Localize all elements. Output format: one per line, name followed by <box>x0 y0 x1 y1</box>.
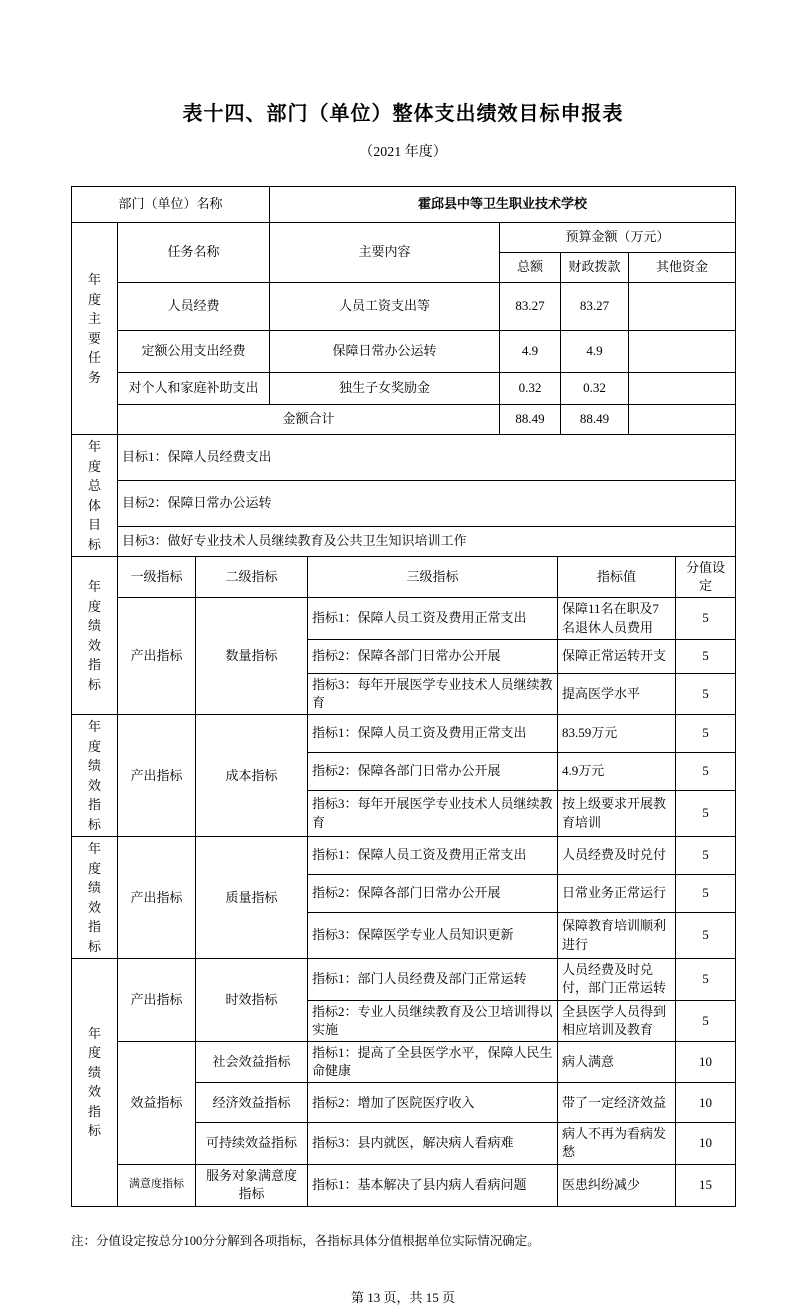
page-title: 表十四、部门（单位）整体支出绩效目标申报表 <box>182 103 624 125</box>
indicator-l3: 指标1：部门人员经费及部门正常运转 <box>308 959 558 1000</box>
indicator-l3: 指标2：保障各部门日常办公开展 <box>308 875 558 913</box>
indicator-l3: 指标2：保障各部门日常办公开展 <box>308 639 558 673</box>
indicator-l1: 效益指标 <box>118 1041 196 1164</box>
indicator-score: 5 <box>676 639 736 673</box>
indicator-l3: 指标3：每年开展医学专业技术人员继续教育 <box>308 673 558 714</box>
task-row <box>72 331 736 373</box>
indicator-l3: 指标1：保障人员工资及费用正常支出 <box>308 715 558 753</box>
indicator-score: 5 <box>676 1000 736 1041</box>
indicator-score: 15 <box>676 1164 736 1206</box>
footnote: 注：分值设定按总分100分分解到各项指标，各指标具体分值根据单位实际情况确定。 <box>71 1233 540 1248</box>
amount-total-total: 88.49 <box>500 405 561 435</box>
amount-total-label: 金额合计 <box>118 405 500 435</box>
indicator-l3: 指标1：提高了全县医学水平，保障人民生命健康 <box>308 1041 558 1082</box>
indicator-l3: 指标1：保障人员工资及费用正常支出 <box>308 837 558 875</box>
section-label-performance-text: 年度绩效指标 <box>87 579 101 692</box>
col-header-l2: 二级指标 <box>196 557 308 598</box>
goal-text: 目标3：做好专业技术人员继续教育及公共卫生知识培训工作 <box>118 527 736 557</box>
task-content: 保障日常办公运转 <box>270 331 500 373</box>
task-other <box>629 331 736 373</box>
page-subtitle: （2021 年度） <box>359 145 447 160</box>
section-label-performance-text: 年度绩效指标 <box>87 841 101 954</box>
indicator-value: 保障11名在职及7名退休人员费用 <box>558 598 676 639</box>
task-content: 人员工资支出等 <box>270 283 500 331</box>
col-header-total: 总额 <box>500 253 561 283</box>
indicator-l1: 产出指标 <box>118 598 196 715</box>
indicator-score: 5 <box>676 912 736 958</box>
section-label-tasks <box>72 223 118 435</box>
indicator-score: 5 <box>676 837 736 875</box>
indicator-score: 10 <box>676 1123 736 1164</box>
section-label-performance-text: 年度绩效指标 <box>87 1025 101 1139</box>
task-name: 定额公用支出经费 <box>118 331 270 373</box>
section-label-performance <box>72 837 118 959</box>
section-label-goals-text: 年度总体目标 <box>87 439 101 552</box>
indicator-l2: 数量指标 <box>196 598 308 715</box>
page-number: 第 13 页，共 15 页 <box>350 1289 455 1305</box>
indicator-l1: 产出指标 <box>118 837 196 959</box>
indicator-row <box>72 715 736 753</box>
indicator-score: 5 <box>676 673 736 714</box>
task-content: 独生子女奖励金 <box>270 373 500 405</box>
task-other <box>629 373 736 405</box>
indicator-value: 提高医学水平 <box>558 673 676 714</box>
indicator-l3: 指标3：每年开展医学专业技术人员继续教育 <box>308 790 558 836</box>
indicator-value: 人员经费及时兑付 <box>558 837 676 875</box>
col-header-task-name: 任务名称 <box>118 223 270 283</box>
indicator-value: 医患纠纷减少 <box>558 1164 676 1206</box>
indicator-l3: 指标1：基本解决了县内病人看病问题 <box>308 1164 558 1206</box>
indicator-value: 按上级要求开展教育培训 <box>558 790 676 836</box>
col-header-main-content: 主要内容 <box>270 223 500 283</box>
col-header-l1: 一级指标 <box>118 557 196 598</box>
indicator-l2: 社会效益指标 <box>196 1041 308 1082</box>
report-table-area <box>71 186 735 1207</box>
col-header-l3: 三级指标 <box>308 557 558 598</box>
col-header-value: 指标值 <box>558 557 676 598</box>
indicator-value: 带了一定经济效益 <box>558 1083 676 1123</box>
indicator-l2: 服务对象满意度指标 <box>196 1164 308 1206</box>
section-label-performance-text: 年度绩效指标 <box>87 719 101 832</box>
summary-table <box>71 186 736 557</box>
indicator-l2: 经济效益指标 <box>196 1083 308 1123</box>
task-fiscal: 83.27 <box>561 283 629 331</box>
section-label-performance <box>72 959 118 1207</box>
indicator-l3: 指标2：增加了医院医疗收入 <box>308 1083 558 1123</box>
indicator-header-row <box>72 557 736 598</box>
indicator-score: 5 <box>676 715 736 753</box>
amount-total-row <box>72 405 736 435</box>
indicator-l2: 质量指标 <box>196 837 308 959</box>
goal-row <box>72 435 736 481</box>
indicator-l1: 产出指标 <box>118 715 196 837</box>
task-header-row-1 <box>72 223 736 253</box>
indicator-row <box>72 598 736 639</box>
section-label-performance <box>72 557 118 715</box>
indicator-value: 病人满意 <box>558 1041 676 1082</box>
section-label-goals <box>72 435 118 557</box>
indicator-score: 5 <box>676 790 736 836</box>
indicator-l3: 指标2：专业人员继续教育及公卫培训得以实施 <box>308 1000 558 1041</box>
indicator-l2: 成本指标 <box>196 715 308 837</box>
task-row <box>72 283 736 331</box>
section-label-performance <box>72 715 118 837</box>
indicator-l1: 产出指标 <box>118 959 196 1042</box>
department-label: 部门（单位）名称 <box>72 187 270 223</box>
indicator-score: 5 <box>676 753 736 791</box>
task-total: 0.32 <box>500 373 561 405</box>
task-name: 对个人和家庭补助支出 <box>118 373 270 405</box>
indicator-value: 日常业务正常运行 <box>558 875 676 913</box>
indicator-value: 病人不再为看病发愁 <box>558 1123 676 1164</box>
task-total: 83.27 <box>500 283 561 331</box>
indicator-value: 保障正常运转开支 <box>558 639 676 673</box>
task-name: 人员经费 <box>118 283 270 331</box>
indicator-row <box>72 959 736 1000</box>
indicator-row <box>72 1164 736 1206</box>
indicator-value: 人员经费及时兑付，部门正常运转 <box>558 959 676 1000</box>
task-fiscal: 4.9 <box>561 331 629 373</box>
task-row <box>72 373 736 405</box>
indicator-row <box>72 837 736 875</box>
indicator-l1: 满意度指标 <box>118 1164 196 1206</box>
goal-row <box>72 481 736 527</box>
col-header-score: 分值设定 <box>676 557 736 598</box>
indicator-score: 10 <box>676 1041 736 1082</box>
indicator-l3: 指标3：县内就医，解决病人看病难 <box>308 1123 558 1164</box>
indicator-score: 5 <box>676 959 736 1000</box>
col-header-budget: 预算金额（万元） <box>500 223 736 253</box>
indicator-l2: 时效指标 <box>196 959 308 1042</box>
indicator-value: 全县医学人员得到相应培训及教育 <box>558 1000 676 1041</box>
indicators-table <box>71 556 736 1207</box>
goal-text: 目标1：保障人员经费支出 <box>118 435 736 481</box>
col-header-fiscal: 财政拨款 <box>561 253 629 283</box>
indicator-l3: 指标2：保障各部门日常办公开展 <box>308 753 558 791</box>
amount-total-fiscal: 88.49 <box>561 405 629 435</box>
section-label-tasks-text: 年度主要任务 <box>87 272 101 385</box>
amount-total-other <box>629 405 736 435</box>
indicator-l2: 可持续效益指标 <box>196 1123 308 1164</box>
indicator-l3: 指标1：保障人员工资及费用正常支出 <box>308 598 558 639</box>
department-row <box>72 187 736 223</box>
indicator-l3: 指标3：保障医学专业人员知识更新 <box>308 912 558 958</box>
goal-row <box>72 527 736 557</box>
indicator-value: 保障教育培训顺利进行 <box>558 912 676 958</box>
indicator-score: 10 <box>676 1083 736 1123</box>
indicator-score: 5 <box>676 598 736 639</box>
indicator-value: 83.59万元 <box>558 715 676 753</box>
goal-text: 目标2：保障日常办公运转 <box>118 481 736 527</box>
department-value: 霍邱县中等卫生职业技术学校 <box>270 187 736 223</box>
indicator-score: 5 <box>676 875 736 913</box>
task-total: 4.9 <box>500 331 561 373</box>
indicator-value: 4.9万元 <box>558 753 676 791</box>
task-other <box>629 283 736 331</box>
indicator-row <box>72 1041 736 1082</box>
col-header-other: 其他资金 <box>629 253 736 283</box>
task-fiscal: 0.32 <box>561 373 629 405</box>
